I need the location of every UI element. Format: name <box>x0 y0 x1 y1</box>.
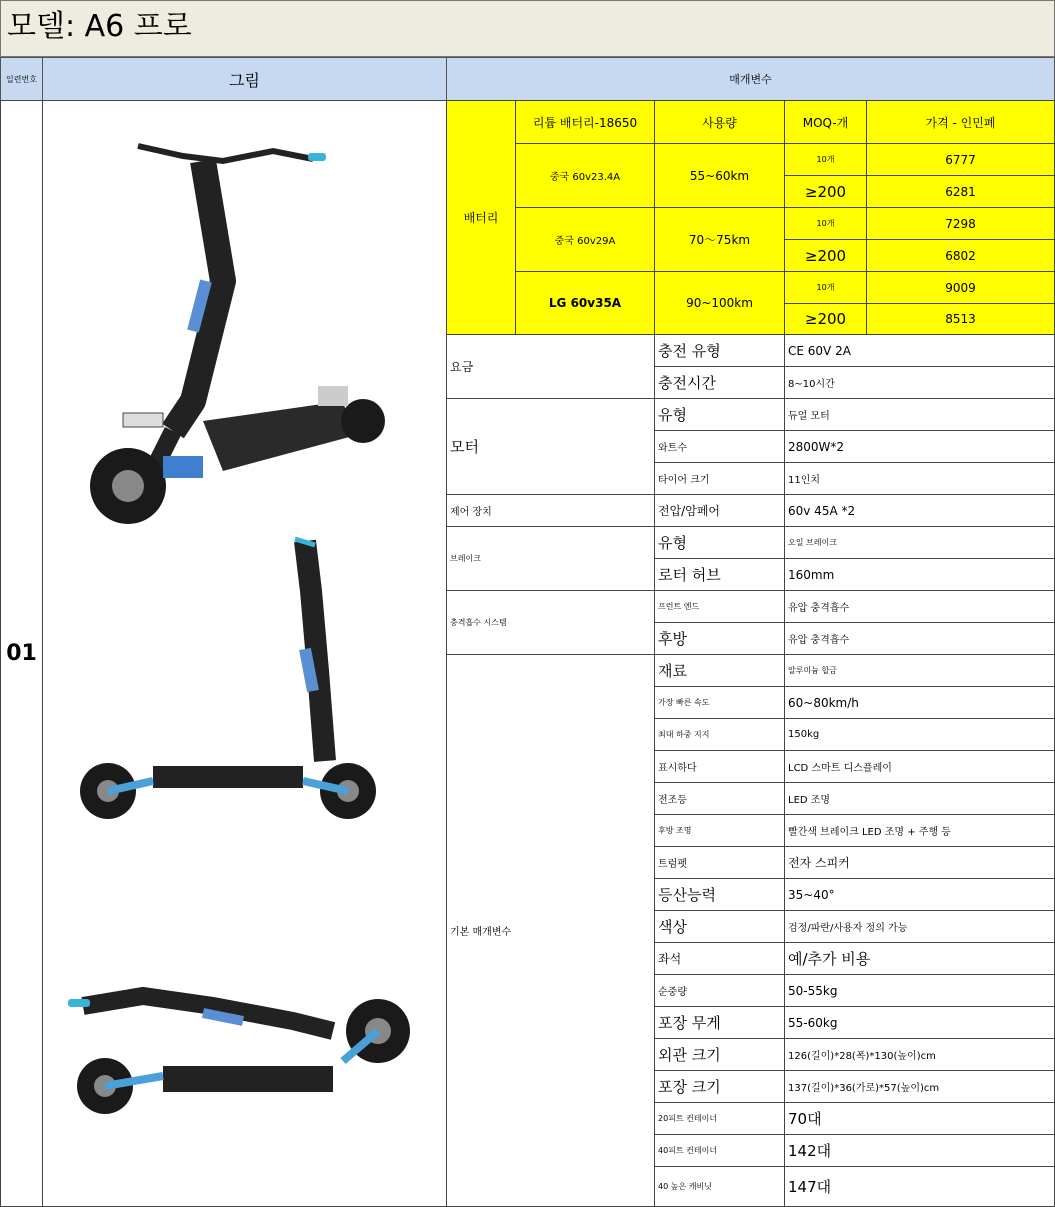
spec-value: 147대 <box>784 1166 1055 1207</box>
spec-label: 전압/암페어 <box>654 494 785 527</box>
battery-row-price: 7298 <box>866 207 1055 240</box>
group-label-basic: 기본 매개변수 <box>446 654 655 1207</box>
spec-value: 유압 충격흡수 <box>784 622 1055 655</box>
battery-row-price: 9009 <box>866 271 1055 304</box>
spec-label: 외관 크기 <box>654 1038 785 1071</box>
spec-label: 40 높은 캐비닛 <box>654 1166 785 1207</box>
spec-label: 로터 허브 <box>654 558 785 591</box>
spec-value: 2800W*2 <box>784 430 1055 463</box>
battery-row-range: 70～75km <box>654 207 785 272</box>
spec-label: 색상 <box>654 910 785 943</box>
scooter-images <box>43 101 446 1206</box>
battery-row-price: 6777 <box>866 143 1055 176</box>
product-pictures <box>42 100 447 1207</box>
spec-label: 최대 하중 지지 <box>654 718 785 751</box>
battery-row-price: 8513 <box>866 303 1055 335</box>
spec-value: 160mm <box>784 558 1055 591</box>
spec-value: LED 조명 <box>784 782 1055 815</box>
battery-row-moq: 10개 <box>784 271 867 304</box>
spec-label: 프런트 엔드 <box>654 590 785 623</box>
battery-row-moq: 10개 <box>784 207 867 240</box>
spec-value: 예/추가 비용 <box>784 942 1055 975</box>
battery-col-price: 가격 - 인민폐 <box>866 100 1055 144</box>
spec-value: 137(길이)*36(가로)*57(높이)cm <box>784 1070 1055 1103</box>
header-picture: 그림 <box>42 57 447 101</box>
header-parameters: 매개변수 <box>446 57 1055 101</box>
spec-label: 가장 빠른 속도 <box>654 686 785 719</box>
battery-group-label: 배터리 <box>446 100 516 335</box>
spec-value: 빨간색 브레이크 LED 조명 + 주행 등 <box>784 814 1055 847</box>
battery-col-type: 리튬 배터리-18650 <box>515 100 655 144</box>
spec-value: 전자 스피커 <box>784 846 1055 879</box>
spec-label: 포장 무게 <box>654 1006 785 1039</box>
spec-value: 듀얼 모터 <box>784 398 1055 431</box>
battery-row-name: 중국 60v23.4A <box>515 143 655 208</box>
spec-value: 60v 45A *2 <box>784 494 1055 527</box>
spec-label: 재료 <box>654 654 785 687</box>
spec-label: 20피트 컨테이너 <box>654 1102 785 1135</box>
battery-row-name: 중국 60v29A <box>515 207 655 272</box>
battery-row-range: 55~60km <box>654 143 785 208</box>
spec-value: CE 60V 2A <box>784 334 1055 367</box>
group-label-controller: 제어 장치 <box>446 494 655 527</box>
spec-label: 전조등 <box>654 782 785 815</box>
battery-row-range: 90~100km <box>654 271 785 335</box>
spec-value: 60~80km/h <box>784 686 1055 719</box>
spec-label: 트럼펫 <box>654 846 785 879</box>
spec-label: 포장 크기 <box>654 1070 785 1103</box>
spec-value: 오일 브레이크 <box>784 526 1055 559</box>
battery-row-moq: 10개 <box>784 143 867 176</box>
group-label-motor: 모터 <box>446 398 655 495</box>
spec-label: 와트수 <box>654 430 785 463</box>
spec-label: 후방 조명 <box>654 814 785 847</box>
group-label-suspension: 충격흡수 시스템 <box>446 590 655 655</box>
spec-label: 타이어 크기 <box>654 462 785 495</box>
battery-row-moq: ≥200 <box>784 239 867 272</box>
battery-row-moq: ≥200 <box>784 175 867 208</box>
spec-label: 후방 <box>654 622 785 655</box>
battery-row-moq: ≥200 <box>784 303 867 335</box>
header-serial: 일련번호 <box>0 57 43 101</box>
scooter-side-view <box>80 539 376 819</box>
spec-label: 충전시간 <box>654 366 785 399</box>
battery-row-name: LG 60v35A <box>515 271 655 335</box>
spec-label: 40피트 컨테이너 <box>654 1134 785 1167</box>
page-title: 모델: A6 프로 <box>0 0 1055 57</box>
serial-number: 01 <box>0 100 43 1207</box>
spec-value: 142대 <box>784 1134 1055 1167</box>
spec-value: 11인치 <box>784 462 1055 495</box>
scooter-front-view <box>90 146 385 524</box>
spec-label: 유형 <box>654 398 785 431</box>
spec-label: 좌석 <box>654 942 785 975</box>
spec-value: 55-60kg <box>784 1006 1055 1039</box>
battery-col-range: 사용량 <box>654 100 785 144</box>
spec-value: 유압 충격흡수 <box>784 590 1055 623</box>
spec-value: 8~10시간 <box>784 366 1055 399</box>
spec-value: 알루미늄 합금 <box>784 654 1055 687</box>
spec-value: 150kg <box>784 718 1055 751</box>
spec-value: 검정/파란/사용자 정의 가능 <box>784 910 1055 943</box>
battery-row-price: 6281 <box>866 175 1055 208</box>
spec-value: 50-55kg <box>784 974 1055 1007</box>
spec-label: 순중량 <box>654 974 785 1007</box>
scooter-folded-view <box>68 996 410 1114</box>
group-label-brake: 브레이크 <box>446 526 655 591</box>
battery-row-price: 6802 <box>866 239 1055 272</box>
battery-col-moq: MOQ-개 <box>784 100 867 144</box>
spec-value: 126(길이)*28(폭)*130(높이)cm <box>784 1038 1055 1071</box>
spec-value: 70대 <box>784 1102 1055 1135</box>
spec-label: 충전 유형 <box>654 334 785 367</box>
group-label-charge: 요금 <box>446 334 655 399</box>
spec-value: LCD 스마트 디스플레이 <box>784 750 1055 783</box>
spec-label: 유형 <box>654 526 785 559</box>
spec-value: 35~40° <box>784 878 1055 911</box>
spec-label: 표시하다 <box>654 750 785 783</box>
spec-label: 등산능력 <box>654 878 785 911</box>
